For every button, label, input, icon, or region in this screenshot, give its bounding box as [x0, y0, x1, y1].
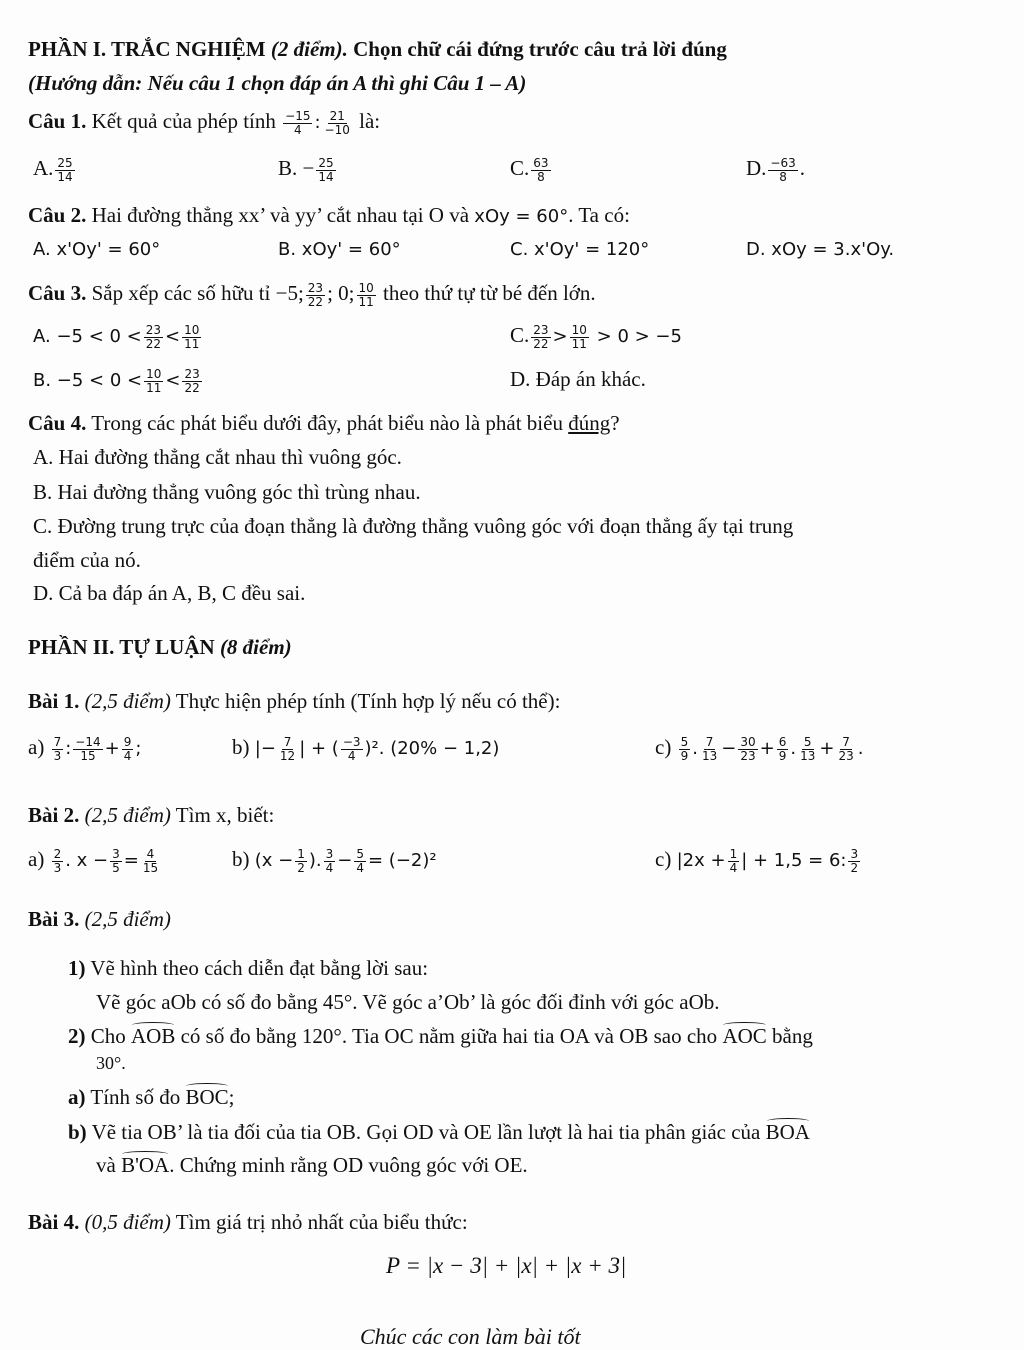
q2-option-b: B. xOy' = 60°	[278, 239, 401, 260]
q2-option-c: C. x'Oy' = 120°	[510, 239, 650, 260]
footer-cut	[360, 1318, 640, 1349]
bai1-a: a) $\frac{7}{3}$ : $\frac{-14}{15}$ + $\frac{9}{4}$ ;	[28, 734, 142, 763]
q4-option-a: A. Hai đường thẳng cắt nhau thì vuông góc.	[33, 445, 402, 469]
q3-option-b: B. −5 < 0 < $\frac{10}{11}$ < $\frac{23}{22}$	[33, 366, 200, 395]
q1-option-a: A. $\frac{25}{14}$	[33, 155, 73, 184]
q4-option-b: B. Hai đường thẳng vuông góc thì trùng nhau.	[33, 480, 421, 504]
q2-option-a: A. x'Oy' = 60°	[33, 239, 161, 260]
bai1-header: Bài 1. (2,5 điểm) Thực hiện phép tính (Tính hợp lý nếu có thể):	[28, 689, 561, 713]
part2-header: PHẦN II. TỰ LUẬN (8 điểm)	[28, 635, 292, 659]
bai3-item2-cont: 30°.	[96, 1053, 126, 1073]
bai3-item-b-cont: và B'OA. Chứng minh rằng OD vuông góc với OE.	[96, 1153, 528, 1177]
part1-header: PHẦN I. TRẮC NGHIỆM (2 điểm). Chọn chữ cái đứng trước câu trả lời đúng	[28, 37, 727, 61]
bai3-header: Bài 3. (2,5 điểm)	[28, 907, 171, 931]
fraction: $\frac{21}{-10}$	[324, 108, 350, 137]
bai2-b: b) (x − $\frac{1}{2}$ ). $\frac{3}{4}$ − $\frac{5}{4}$ = (−2)²	[232, 846, 437, 875]
bai2-a: a) $\frac{2}{3}$ . x − $\frac{3}{5}$ = $\frac{4}{15}$	[28, 846, 159, 875]
footer-text: Chúc các con làm bài tốt	[360, 1324, 581, 1349]
part1-guide: (Hướng dẫn: Nếu câu 1 chọn đáp án A thì ghi Câu 1 – A)	[28, 71, 527, 95]
bai3-item1: 1) Vẽ hình theo cách diễn đạt bằng lời sau:	[68, 956, 429, 980]
question-3: Câu 3. Sắp xếp các số hữu tỉ −5; $\frac{23}{22}$ ; 0; $\frac{10}{11}$ theo thứ tự từ bé đến lớn.	[28, 280, 596, 309]
question-2: Câu 2. Hai đường thẳng xx’ và yy’ cắt nhau tại O và xOy = 60°. Ta có:	[28, 203, 630, 227]
q1-option-b: B. − $\frac{25}{14}$	[278, 155, 334, 184]
q4-option-c: C. Đường trung trực của đoạn thẳng là đường thẳng vuông góc với đoạn thẳng ấy tại trung	[33, 514, 794, 538]
q3-option-c: C. $\frac{23}{22}$ > $\frac{10}{11}$ > 0 > −5	[510, 322, 682, 351]
bai4-formula: P = |x − 3| + |x| + |x + 3|	[386, 1253, 627, 1278]
question-4: Câu 4. Trong các phát biểu dưới đây, phát biểu nào là phát biểu đúng?	[28, 411, 620, 435]
bai4-header: Bài 4. (0,5 điểm) Tìm giá trị nhỏ nhất của biểu thức:	[28, 1210, 468, 1234]
bai3-item-a: a) Tính số đo BOC;	[68, 1085, 235, 1109]
bai2-header: Bài 2. (2,5 điểm) Tìm x, biết:	[28, 803, 275, 827]
bai3-item1-body: Vẽ góc aOb có số đo bằng 45°. Vẽ góc a’Ob’ là góc đối đỉnh với góc aOb.	[96, 990, 720, 1014]
bai2-c: c) |2x + $\frac{1}{4}$ | + 1,5 = 6: $\frac{3}{2}$	[655, 846, 859, 875]
q2-option-d: D. xOy = 3.x'Oy.	[746, 239, 895, 260]
q3-option-d: D. Đáp án khác.	[510, 367, 646, 391]
fraction: $\frac{-15}{4}$	[285, 108, 311, 137]
bai1-b: b) |− $\frac{7}{12}$ | + ( $\frac{-3}{4}$ )². (20% − 1,2)	[232, 734, 500, 763]
q4-option-d: D. Cả ba đáp án A, B, C đều sai.	[33, 581, 306, 605]
bai3-item-b: b) Vẽ tia OB’ là tia đối của tia OB. Gọi OD và OE lần lượt là hai tia phân giác của BOA	[68, 1120, 810, 1144]
q1-option-c: C. $\frac{63}{8}$	[510, 155, 549, 184]
q1-option-d: D. $\frac{-63}{8}$ .	[746, 155, 805, 184]
q4-option-c-cont: điểm của nó.	[33, 548, 141, 572]
bai1-c: c) $\frac{5}{9}$ . $\frac{7}{13}$ − $\frac{30}{23}$ + $\frac{6}{9}$ . $\frac{5}{13}$ + $\frac{7}{23}$ .	[655, 734, 864, 763]
question-1: Câu 1. Kết quả của phép tính $\frac{-15}{4}$ : $\frac{21}{-10}$ là:	[28, 108, 381, 137]
bai3-item2: 2) Cho AOB có số đo bằng 120°. Tia OC nằm giữa hai tia OA và OB sao cho AOC bằng	[68, 1024, 813, 1048]
q3-option-a: A. −5 < 0 < $\frac{23}{22}$ < $\frac{10}{11}$	[33, 322, 200, 351]
